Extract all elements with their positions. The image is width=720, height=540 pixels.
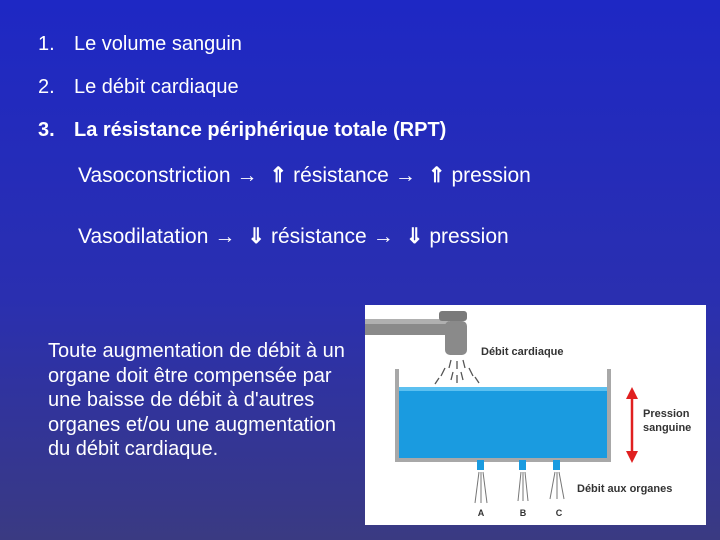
down-arrow-icon: ⇓ — [405, 225, 424, 248]
pressure-arrow-up-icon — [626, 387, 638, 399]
up-arrow-icon: ⇑ — [427, 164, 446, 187]
pressure-label-line2: sanguine — [643, 422, 692, 434]
outlet-label: A — [477, 508, 485, 518]
list-text: La résistance périphérique totale (RPT) — [74, 119, 447, 141]
up-arrow-icon: ⇑ — [269, 164, 288, 187]
faucet-spout-icon — [445, 321, 467, 355]
list-item-cardiac-output — [38, 76, 239, 99]
cause-text: Vasodilatation — [78, 225, 209, 248]
list-number: 2. — [38, 76, 55, 98]
implies-arrow-icon: → — [372, 225, 394, 248]
cause-text: Vasoconstriction — [78, 164, 231, 187]
cardiac-output-label: Débit cardiaque — [481, 346, 564, 358]
implies-arrow-icon: → — [394, 164, 416, 187]
explanation-paragraph: Toute augmentation de débit à un organe doit être compensée par une baisse de débit à d'autres organes et/ou une augmentation du débit cardiaque. — [48, 340, 345, 460]
vasoconstriction-line — [78, 163, 531, 188]
pressure-label-line1: Pression — [643, 408, 690, 420]
falling-water-icon — [435, 360, 479, 384]
water-surface — [399, 387, 607, 391]
outlet-label: C — [555, 508, 563, 518]
implies-arrow-icon: → — [236, 164, 258, 187]
faucet-pipe-highlight — [365, 319, 449, 324]
outlet-c-icon — [553, 460, 560, 470]
list-item-blood-volume — [38, 33, 242, 56]
list-item-peripheral-resistance — [38, 119, 446, 142]
faucet-handle — [439, 311, 467, 321]
water-tank-figure — [365, 305, 706, 525]
pressure-text: pression — [429, 225, 509, 248]
list-text: Le débit cardiaque — [74, 76, 239, 98]
list-number: 3. — [38, 119, 55, 141]
outlet-streams-icon — [475, 472, 564, 503]
list-number: 1. — [38, 33, 55, 55]
resistance-text: résistance — [270, 225, 367, 248]
list-text: Le volume sanguin — [74, 33, 242, 55]
organ-flow-label: Débit aux organes — [577, 483, 673, 495]
pressure-text: pression — [451, 164, 531, 187]
down-arrow-icon: ⇓ — [247, 225, 265, 248]
water-tank-illustration — [365, 305, 706, 525]
pressure-arrow-down-icon — [626, 451, 638, 463]
implies-arrow-icon: → — [214, 225, 236, 248]
vasodilatation-line — [78, 224, 509, 249]
outlet-b-icon — [519, 460, 526, 470]
outlet-label: B — [519, 508, 527, 518]
tank-water — [399, 387, 607, 458]
outlet-a-icon — [477, 460, 484, 470]
resistance-text: résistance — [293, 164, 389, 187]
